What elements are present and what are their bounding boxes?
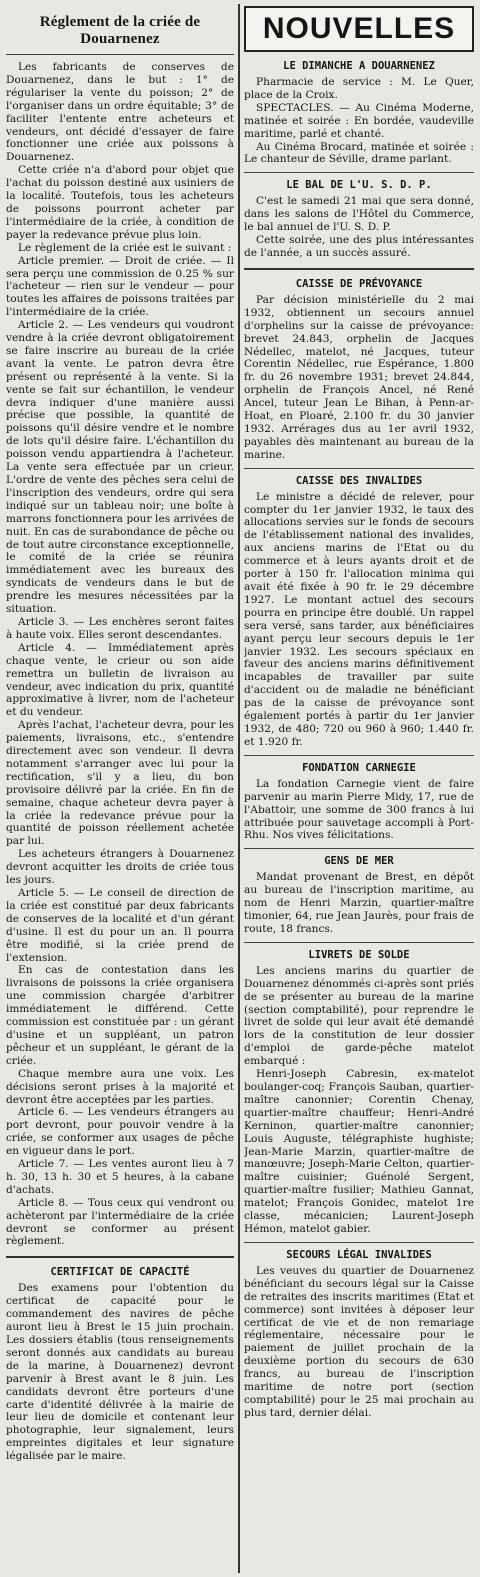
intro-paragraph-2: Cette criée n'a d'abord pour objet que l'achat du poisson destiné aux usiniers de la localité. Toutefois, tous les acheteurs de poissons pourront acheter par l'intermédiaire de la criée, à condition de payer la redevance prévue plus loin.	[6, 164, 234, 241]
article-3: Article 3. — Les enchères seront faites à haute voix. Elles seront descendantes.	[6, 615, 234, 641]
article-4: Article 4. — Immédiatement après chaque vente, le crieur ou son aide remettra un bulletin de livraison au vendeur, avec indication du prix, quantité approximative à livrer, nom de l'acheteur et du vendeur.	[6, 641, 234, 719]
banner-title: NOUVELLES	[262, 12, 456, 45]
article-5-votes: Chaque membre aura une voix. Les décisions seront prises à la majorité et devront être acceptées par les parties.	[6, 1067, 234, 1106]
secours-legal-paragraph: Les veuves du quartier de Douarnenez bénéficiant du secours légal sur la Caisse de retraites des inscrits maritimes (Etat et commerce) sont invitées à déposer leur certificat de vie et de non remariage réglementaire, nécessaire pour le paiement de juillet prochain de la deuxième portion du secours de 630 francs, au bureau de l'inscription maritime de notre port (section comptabilité) pour le 25 mai prochain au plus tard, dernier délai.	[244, 1264, 474, 1419]
certificat-paragraph: Des examens pour l'obtention du certificat de capacité pour le commandement des navires de pêche auront lieu à Brest le 15 juin prochain. Les dossiers établis (tous renseignements seront donnés aux candidats au bureau de la marine, à Douarnenez) devront parvenir à Brest avant le 8 juin. Les candidats devront être porteurs d'une carte d'identité délivrée à la mairie de leur lieu de domicile et contenant leur photographie, leur signalement, leurs empreintes digitales et leur signature légalisée par le maire.	[6, 1282, 234, 1463]
section-rule	[244, 268, 474, 270]
section-rule	[244, 468, 474, 469]
livrets-heading: LIVRETS DE SOLDE	[308, 948, 410, 961]
carnegie-paragraph: La fondation Carnegie vient de faire parvenir au marin Pierre Midy, 17, rue de l'Abattoir, une somme de 300 francs à lui attribuée pour sauvetage accompli à Port-Rhu. Nos vives félicitations.	[244, 777, 474, 842]
section-rule	[244, 848, 474, 849]
gens-de-mer-heading: GENS DE MER	[324, 855, 394, 868]
intro-paragraph-1: Les fabricants de conserves de Douarnenez, dans le but : 1° de régulariser la vente du poisson; 2° de l'organiser dans un ordre équitable; 3° de faciliter l'entente entre acheteurs et vendeurs, ont décidé d'essayer de faire fonctionner une criée aux poissons à Douarnenez.	[6, 61, 234, 164]
right-column	[244, 6, 474, 1420]
carnegie-heading: FONDATION CARNEGIE	[302, 761, 416, 774]
prevoyance-paragraph: Par décision ministérielle du 2 mai 1932, obtiennent un secours annuel d'orphelins sur la caisse de prévoyance: brevet 24.843, orphelin de Jacques Nédellec, matelot, né Jacques, tuteur Corentin Nédellec, rue Espérance, 1.800 fr. du 26 novembre 1931; brevet 24.844, orphelin de François Ancel, né René Ancel, tuteur Jean Le Bihan, à Penn-ar-Hoat, en Ploaré, 2.100 fr. du 30 janvier 1932. Arrérages dus au 1er avril 1932, payables dès maintenant au bureau de la marine.	[244, 293, 474, 461]
section-rule	[244, 1242, 474, 1243]
article-6: Article 6. — Les vendeurs étrangers au port devront, pour pouvoir vendre à la criée, se conformer aux usages de pêche en vigueur dans le port.	[6, 1106, 234, 1158]
section-rule	[6, 1256, 234, 1258]
nouvelles-banner	[244, 6, 474, 52]
intro-paragraph-3: Le règlement de la criée est le suivant :	[18, 241, 232, 254]
article-2: Article 2. — Les vendeurs qui voudront vendre à la criée devront obligatoirement se faire inscrire au bureau de la criée avant la vente. Le patron devra être présent ou représenté à la vente. Si la vente se fait sur échantillon, le vendeur devra indiquer d'une manière aussi précise que possible, la quantité de poissons qu'il désire vendre et le nombre de lots qu'il désire faire. L'échantillon du poisson vendu appartiendra à l'acheteur. La vente sera effectuée par un crieur. L'ordre de vente des pêches sera celui de l'inscription des vendeurs, ordre qui sera indiqué sur un tableau noir; une boîte à marrons fonctionnera pour les arrivées de nuit. En cas de surabondance de pêche ou de tout autre circonstance exceptionnelle, le comité de la criée se réunira immédiatement avec les bureaux des syndicats de vendeurs dans le but de prendre les mesures nécessitées par la situation.	[6, 319, 234, 616]
prevoyance-heading: CAISSE DE PRÉVOYANCE	[295, 277, 423, 290]
dimanche-pharmacie: Pharmacie de service : M. Le Quer, place de la Croix.	[244, 76, 474, 101]
article-5-contestation: En cas de contestation dans les livraisons de poissons la criée organisera une commission chargée d'arbitrer immédiatement le différend. Cette commission est constituée par : un gérant d'usine et un suppléant, un patron pêcheur et un suppléant, le gérant de la criée.	[6, 964, 234, 1067]
livrets-paragraph-1: Les anciens marins du quartier de Douarnenez dénommés ci-après sont priés de se présenter au bureau de la marine (section comptabilité), pour reprendre le livret de solde qui leur avait été demandé lors de la constitution de leur dossier d'emploi de garde-pêche matelot embarqué :	[244, 964, 474, 1068]
bal-heading: LE BAL DE L'U. S. D. P.	[286, 179, 432, 192]
article-title: Réglement de la criée de Douarnenez	[39, 14, 201, 47]
article-8: Article 8. — Tous ceux qui vendront ou achèteront par l'intermédiaire de la criée devront se conformer au présent règlement.	[6, 1196, 234, 1248]
section-rule	[244, 942, 474, 943]
invalides-heading: CAISSE DES INVALIDES	[295, 474, 423, 487]
certificat-heading: CERTIFICAT DE CAPACITÉ	[50, 1266, 190, 1279]
livrets-paragraph-2: Henri-Joseph Cabresin, ex-matelot boulanger-coq; François Sauban, quartier-maître canonnier; Corentin Chenay, quartier-maître chauffeur; Henri-André Kerninon, quartier-maître canonnier; Louis Auguste, télégraphiste hughiste; Jean-Marie Marzin, quartier-maître de manœuvre; Joseph-Marie Celton, quartier-maître cuisinier; Guénolé Sergent, quartier-maître fusilier; Mathieu Gannat, matelot; François Gonidec, matelot 1re classe, mécanicien; Laurent-Joseph Hémon, matelot gabier.	[244, 1068, 474, 1235]
section-rule	[244, 755, 474, 756]
article-1: Article premier. — Droit de criée. — Il sera perçu une commission de 0.25 % sur l'acheteur — rien sur le vendeur — pour toutes les affaires de poissons traitées par l'intermédiaire de la criée.	[6, 254, 234, 319]
article-7: Article 7. — Les ventes auront lieu à 7 h. 30, 13 h. 30 et 5 heures, à la cabane d'achats.	[6, 1158, 234, 1196]
dimanche-heading: LE DIMANCHE A DOUARNENEZ	[283, 60, 435, 72]
article-4-continued: Après l'achat, l'acheteur devra, pour les paiements, livraisons, etc., s'entendre directement avec son vendeur. Il devra notamment s'arranger avec lui pour la rectification, s'il y a lieu, du bon provisoire délivré par la criée. En fin de semaine, chaque acheteur devra payer à la criée la redevance prévue pour la quantité de poisson réellement achetée par lui.	[6, 719, 234, 848]
article-5: Article 5. — Le conseil de direction de la criée est constitué par deux fabricants de conserves de la localité et d'un gérant d'usine. Il est du pour un an. Il pourra être modifié, si la criée prend de l'extension.	[6, 887, 234, 964]
dimanche-cinema-brocard: Au Cinéma Brocard, matinée et soirée : Le chanteur de Séville, drame parlant.	[244, 140, 474, 166]
article-4-foreign-buyers: Les acheteurs étrangers à Douarnenez devront acquitter les droits de criée tous les jours.	[6, 848, 234, 887]
column-divider	[238, 4, 240, 1573]
title-rule	[6, 54, 234, 55]
secours-legal-heading: SECOURS LÉGAL INVALIDES	[286, 1248, 432, 1261]
gens-de-mer-paragraph: Mandat provenant de Brest, en dépôt au bureau de l'inscription maritime, au nom de Henri Marzin, quartier-maître timonier, 64, rue Jean Jaurès, pour frais de route, 18 francs.	[244, 871, 474, 935]
bal-paragraph-1: C'est le samedi 21 mai que sera donné, dans les salons de l'Hôtel du Commerce, le bal annuel de l'U. S. D. P.	[244, 195, 474, 234]
bal-paragraph-2: Cette soirée, une des plus intéressantes de l'année, a un succès assuré.	[244, 234, 474, 259]
dimanche-spectacles: SPECTACLES. — Au Cinéma Moderne, matinée et soirée : En bordée, vaudeville maritime, parlé et chanté.	[244, 101, 474, 140]
left-column	[6, 6, 234, 1463]
section-rule	[244, 172, 474, 173]
invalides-paragraph: Le ministre a décidé de relever, pour compter du 1er janvier 1932, le taux des allocations servies sur le fonds de secours de l'établissement national des invalides, aux anciens marins de l'Etat ou du commerce et à leurs ayants droit et de porter à 150 fr. l'allocation minima qui avait été fixée à 90 fr. le 29 décembre 1927. Le montant actuel des secours pourra en principe être doublé. Un rappel sera versé, sans tarder, aux bénéficiaires ayant perçu leur secours depuis le 1er janvier 1932. Les secours spéciaux en faveur des anciens marins définitivement incapables de travailler par suite d'accident ou de maladie ne bénéficiant pas de la caisse de prévoyance sont également portés à partir du 1er janvier 1932, de 480; 720 ou 960 à 960; 1.440 fr. et 1.920 fr.	[244, 490, 474, 748]
